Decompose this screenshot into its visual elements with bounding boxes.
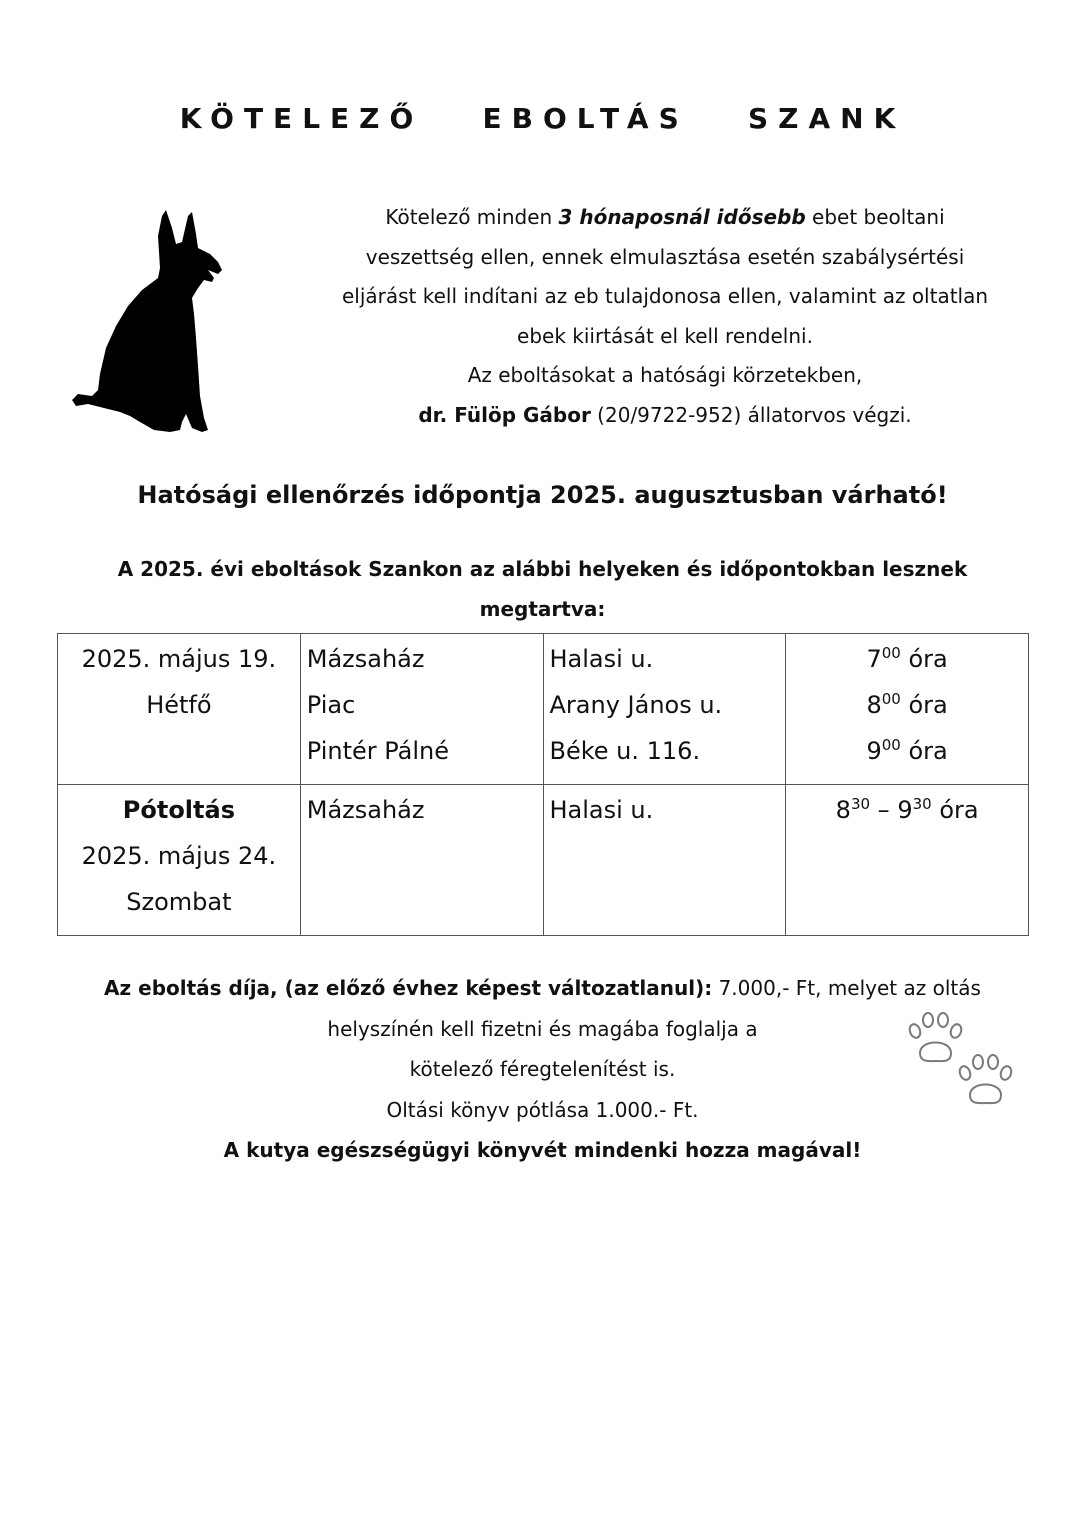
date-cell: 2025. május 19. Hétfő xyxy=(58,634,301,785)
paw-prints-icon xyxy=(898,1005,1028,1110)
table-row xyxy=(58,785,1029,936)
intro-text xyxy=(300,198,1030,435)
table-row xyxy=(58,634,1029,785)
fee-line-2: helyszínén kell fizetni és magába foglalja a xyxy=(327,1016,758,1041)
fee-line-4: Oltási könyv pótlása 1.000.- Ft. xyxy=(386,1097,699,1122)
street-cell: Halasi u. xyxy=(543,785,786,936)
intro-line-5: Az eboltásokat a hatósági körzetekben, xyxy=(467,363,863,387)
fee-line-3: kötelező féregtelenítést is. xyxy=(409,1057,676,1081)
intro-line-2: veszettség ellen, ennek elmulasztása esetén szabálysértési xyxy=(365,244,965,269)
street-cell: Halasi u. Arany János u. Béke u. 116. xyxy=(543,634,786,785)
page-title: KÖTELEZŐ EBOLTÁS SZANK xyxy=(179,102,906,135)
inspection-notice: Hatósági ellenőrzés időpontja 2025. augusztusban várható! xyxy=(137,481,948,509)
intro-line-4: ebek kiirtását el kell rendelni. xyxy=(517,323,813,348)
intro-line-3: eljárást kell indítani az eb tulajdonosa ellen, valamint az oltatlan xyxy=(341,284,989,308)
schedule-table xyxy=(57,633,1029,936)
fee-line-1: Az eboltás díja, (az előző évhez képest változatlanul): 7.000,- Ft, melyet az oltás xyxy=(104,976,981,1000)
intro-line-6: dr. Fülöp Gábor (20/9722-952) állatorvos végzi. xyxy=(418,402,912,427)
age-requirement: 3 hónaposnál idősebb xyxy=(558,205,806,229)
place-cell: Mázsaház xyxy=(300,785,543,936)
vet-name: dr. Fülöp Gábor xyxy=(418,402,591,427)
schedule-heading: A 2025. évi eboltások Szankon az alábbi helyeken és időpontokban lesznek megtartva: xyxy=(117,557,968,621)
time-cell: $7^{00}$ óra $8^{00}$ óra $9^{00}$ óra xyxy=(786,634,1029,785)
date-cell: Pótoltás 2025. május 24. Szombat xyxy=(58,785,301,936)
place-cell: Mázsaház Piac Pintér Pálné xyxy=(300,634,543,785)
fee-info xyxy=(40,968,1045,1171)
intro-line-1: Kötelező minden 3 hónaposnál idősebb ebet beoltani xyxy=(385,205,945,229)
fee-line-5: A kutya egészségügyi könyvét mindenki hozza magával! xyxy=(223,1138,862,1162)
dog-silhouette-icon xyxy=(70,208,230,440)
makeup-label: Pótoltás xyxy=(122,796,235,824)
time-cell: $8^{30} - 9^{30}$ óra xyxy=(786,785,1029,936)
